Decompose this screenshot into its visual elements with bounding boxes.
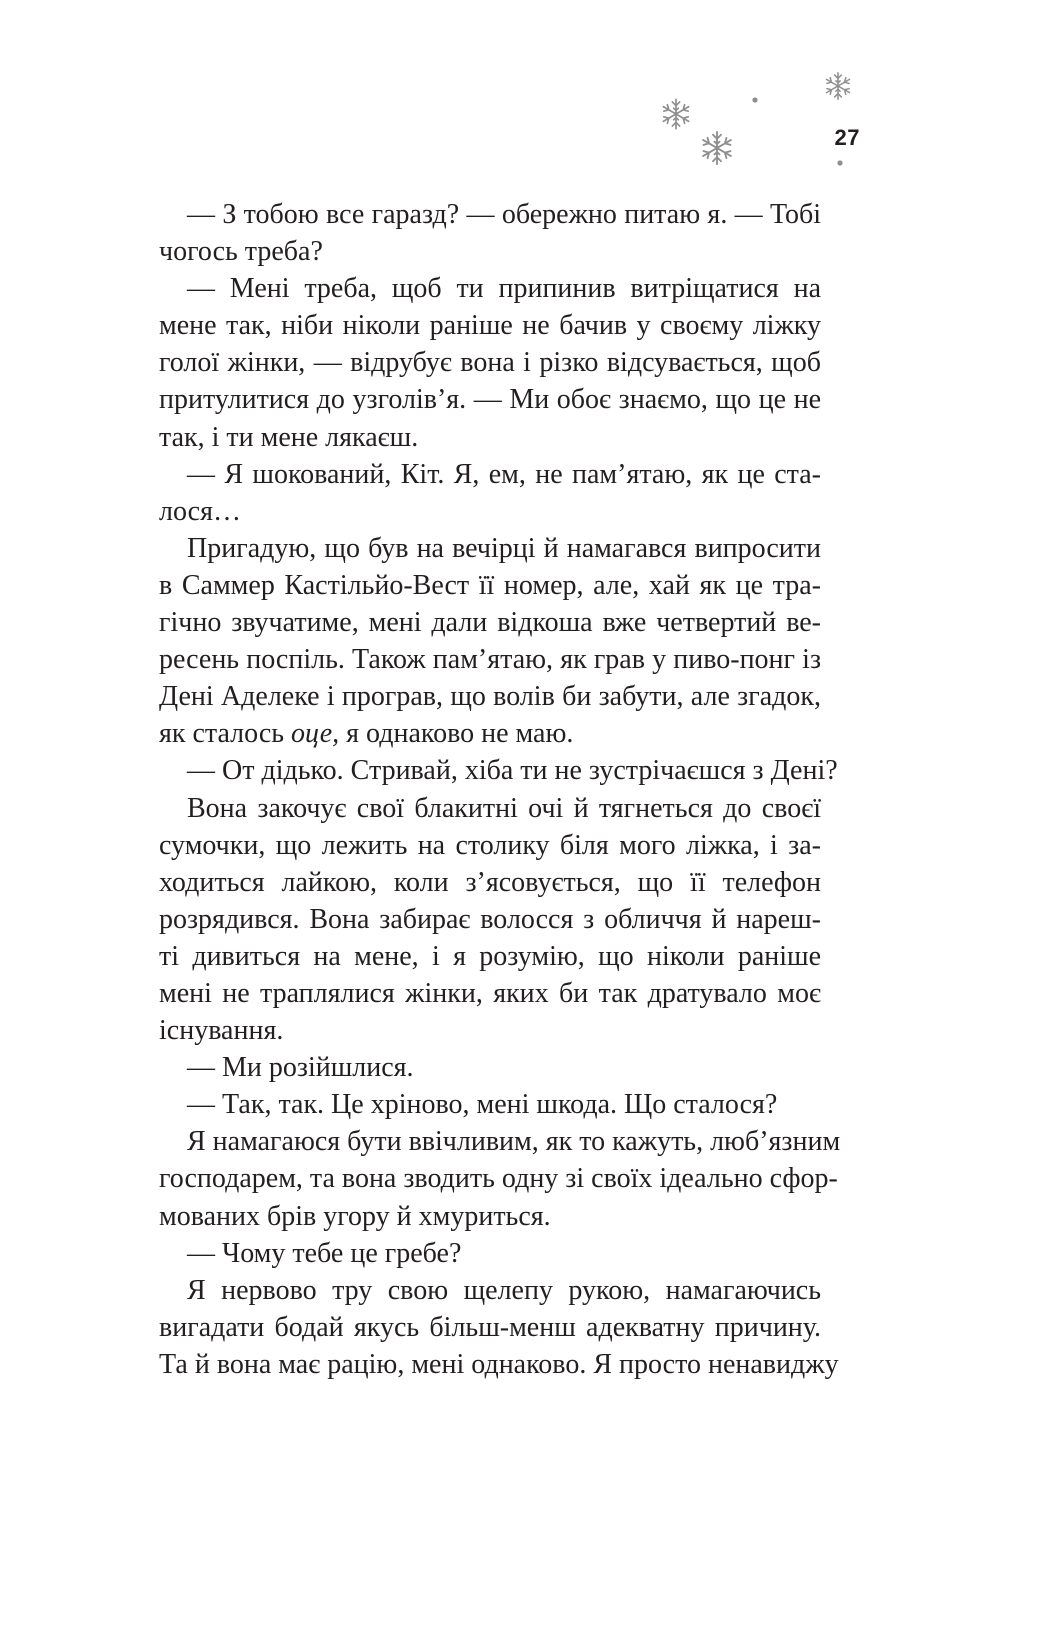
text-line: ходиться лайкою, коли з’ясовується, що її телефон xyxy=(159,866,821,898)
text-line: господарем, та вона зводить одну зі своїх ідеально сфор- xyxy=(159,1163,838,1195)
paragraph xyxy=(131,1272,839,1383)
snow-dot xyxy=(752,97,757,102)
snowflake-decoration xyxy=(0,0,1040,200)
text-line: — Ми розійшлися. xyxy=(187,1052,414,1084)
paragraph xyxy=(131,752,838,789)
paragraph xyxy=(131,1086,821,1123)
text-line: Я нервово тру свою щелепу рукою, намагаючись xyxy=(187,1274,821,1306)
paragraph xyxy=(131,456,821,530)
text-line: розрядився. Вона забирає волосся з обличчя й нареш- xyxy=(159,903,821,935)
text-line: гічно звучатиме, мені дали відкоша вже четвертий ве- xyxy=(159,607,821,639)
text-line: притулитися до узголів’я. — Ми обоє знаємо, що це не xyxy=(159,384,821,416)
paragraph xyxy=(131,196,821,270)
text-fragment: як сталось xyxy=(159,718,292,750)
text-line: чогось треба? xyxy=(159,236,323,268)
text-line: вигадати бодай якусь більш-менш адекватну причину. xyxy=(159,1311,821,1343)
text-fragment: я однаково не маю. xyxy=(339,718,574,750)
text-line: існування. xyxy=(159,1015,284,1047)
text-line: Я намагаюся бути ввічливим, як то кажуть, люб’язним xyxy=(187,1126,841,1158)
text-line: — Чому тебе це гребе? xyxy=(187,1237,462,1269)
text-line: — Так, так. Це хріново, мені шкода. Що сталося? xyxy=(187,1089,778,1121)
text-line: Дені Аделеке і програв, що волів би забути, але згадок, xyxy=(159,681,821,713)
text-line: мені не траплялися жінки, яких би так дратувало моє xyxy=(159,977,821,1009)
snowflake-icon xyxy=(827,73,850,100)
text-line: так, і ти мене лякаєш. xyxy=(159,421,419,453)
paragraph xyxy=(131,790,821,1050)
text-line: ті дивиться на мене, і я розумію, що ніколи раніше xyxy=(159,940,821,972)
text-line: — З тобою все гаразд? — обережно питаю я. — Тобі xyxy=(187,199,821,230)
text-line: — Мені треба, щоб ти припинив витріщатися на xyxy=(187,273,821,305)
text-line: Вона закочує свої блакитні очі й тягнеться до своєї xyxy=(187,792,821,824)
text-line: — От дідько. Стривай, хіба ти не зустрічаєшся з Дені? xyxy=(187,755,838,787)
text-line: лося… xyxy=(159,495,241,527)
text-line: сумочки, що лежить на столику біля мого ліжка, і за- xyxy=(159,829,821,861)
text-line xyxy=(131,715,821,752)
snowflake-icon xyxy=(703,132,731,164)
snow-dot xyxy=(837,160,842,165)
italic-emphasis: оце, xyxy=(291,718,340,750)
text-line: — Я шокований, Кіт. Я, ем, не пам’ятаю, як це ста- xyxy=(187,458,821,490)
paragraph xyxy=(131,1123,841,1234)
body-text xyxy=(131,196,841,1383)
text-line: в Саммер Кастільйо-Вест її номер, але, хай як це тра- xyxy=(159,569,821,601)
paragraph xyxy=(131,1049,821,1086)
paragraph xyxy=(131,530,821,753)
text-line: Пригадую, що був на вечірці й намагався випросити xyxy=(187,532,821,564)
text-line: мене так, ніби ніколи раніше не бачив у своєму ліжку xyxy=(159,310,821,342)
page-number: 27 xyxy=(834,125,860,150)
paragraph xyxy=(131,1235,821,1272)
text-line: ресень поспіль. Також пам’ятаю, як грав у пиво-понг із xyxy=(159,644,821,676)
snowflake-icon xyxy=(663,99,688,128)
paragraph xyxy=(131,270,821,455)
text-line: Та й вона має рацію, мені однаково. Я просто ненавиджу xyxy=(159,1348,839,1380)
text-line: голої жінки, — відрубує вона і різко відсувається, щоб xyxy=(159,347,821,379)
text-line: мованих брів угору й хмуриться. xyxy=(159,1200,551,1232)
